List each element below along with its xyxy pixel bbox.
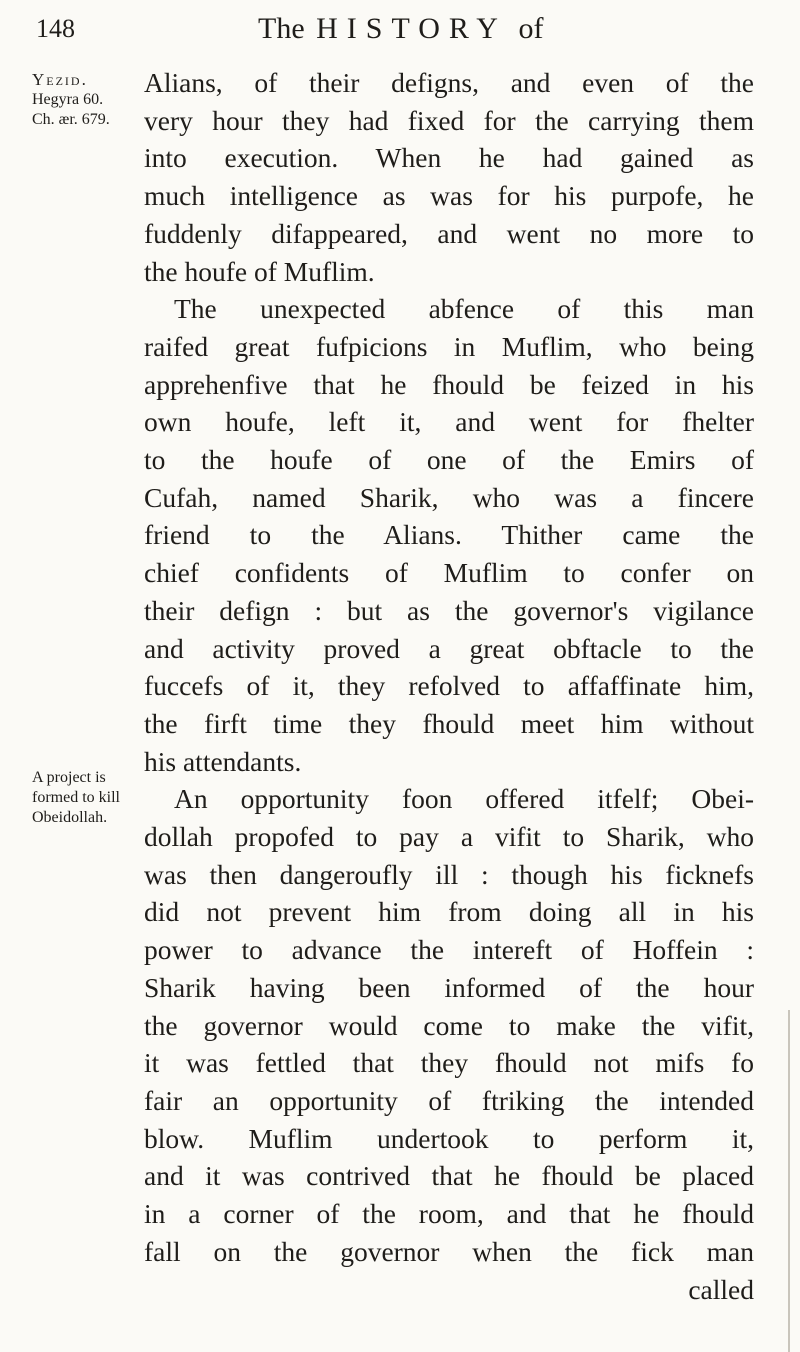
- text-line: blow. Muflim undertook to perform it,: [144, 1122, 754, 1154]
- text-line: his attendants.: [144, 745, 302, 777]
- text-line: in a corner of the room, and that he fhould: [144, 1198, 754, 1230]
- text-line: the houfe of Muflim.: [144, 255, 375, 287]
- running-head-title: HISTORY: [316, 12, 507, 45]
- sidenote-line: Yezid.: [32, 70, 88, 89]
- running-head: [258, 12, 543, 46]
- text-line: raifed great fufpicions in Muflim, who being: [144, 330, 754, 362]
- text-line: it was fettled that they fhould not mifs fo: [144, 1047, 754, 1079]
- text-line: their defign : but as the governor's vigilance: [144, 594, 754, 626]
- text-line: fuccefs of it, they refolved to affaffinate him,: [144, 670, 754, 702]
- text-line: very hour they had fixed for the carrying them: [144, 104, 754, 136]
- text-line: fair an opportunity of ftriking the intended: [144, 1084, 754, 1116]
- text-line: Cufah, named Sharik, who was a fincere: [144, 481, 754, 513]
- text-line: to the houfe of one of the Emirs of: [144, 444, 754, 476]
- sidenote-date: [32, 70, 132, 130]
- text-line: friend to the Alians. Thither came the: [144, 519, 754, 551]
- text-line: Sharik having been informed of the hour: [144, 971, 754, 1003]
- text-line: Alians, of their defigns, and even of the: [144, 67, 754, 98]
- text-line: into execution. When he had gained as: [144, 142, 754, 174]
- running-head-prefix: The: [258, 12, 305, 45]
- text-line: and it was contrived that he fhould be placed: [144, 1160, 754, 1192]
- catchword: called: [688, 1273, 754, 1305]
- sidenote-line: Ch. ær. 679.: [32, 111, 110, 128]
- page-number: 148: [36, 14, 75, 43]
- sidenote-line: formed to kill: [32, 789, 120, 806]
- text-line: the governor would come to make the vifit,: [144, 1009, 754, 1041]
- text-line: and activity proved a great obftacle to the: [144, 632, 754, 664]
- text-line: did not prevent him from doing all in his: [144, 896, 754, 928]
- sidenote-line: Hegyra 60.: [32, 91, 104, 108]
- text-line: fall on the governor when the fick man: [144, 1235, 754, 1267]
- text-line: An opportunity foon offered itfelf; Obei-: [174, 783, 754, 815]
- sidenote-line: Obeidollah.: [32, 809, 108, 826]
- text-line: The unexpected abfence of this man: [174, 293, 754, 325]
- text-line: fuddenly difappeared, and went no more to: [144, 217, 754, 249]
- sidenote-line: A project is: [32, 769, 106, 786]
- text-line: chief confidents of Muflim to confer on: [144, 557, 754, 589]
- text-line: apprehenfive that he fhould be feized in his: [144, 368, 754, 400]
- page-edge-rule: [788, 1010, 790, 1352]
- running-head-suffix: of: [518, 12, 544, 45]
- text-line: own houfe, left it, and went for fhelter: [144, 406, 754, 438]
- text-line: was then dangeroufly ill : though his ficknefs: [144, 858, 754, 890]
- text-line: power to advance the intereft of Hoffein :: [144, 934, 754, 966]
- body-text: [144, 64, 754, 1308]
- text-line: dollah propofed to pay a vifit to Sharik, who: [144, 821, 754, 853]
- sidenote-project: [32, 768, 132, 828]
- text-line: much intelligence as was for his purpofe, he: [144, 180, 754, 212]
- text-line: the firft time they fhould meet him without: [144, 707, 754, 739]
